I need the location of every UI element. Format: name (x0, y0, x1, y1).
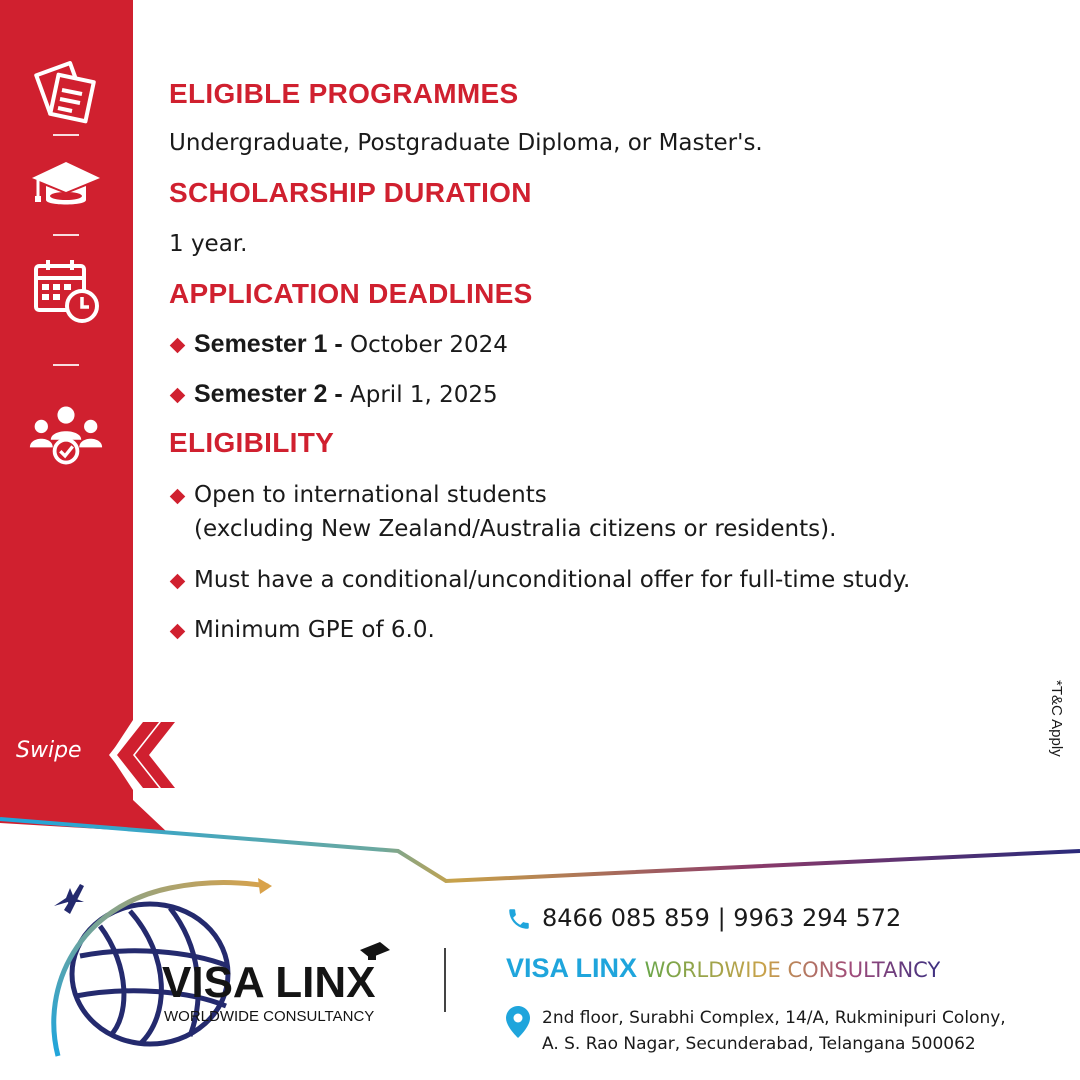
brand-name-secondary: WORLDWIDE CONSULTANCY (644, 958, 941, 982)
bullet-diamond-icon (170, 338, 186, 354)
bullet-diamond-icon (170, 489, 186, 505)
bullet-diamond-icon (170, 624, 186, 640)
eligibility-line: Must have a conditional/unconditional offer for full-time study. (194, 567, 911, 593)
address-line: A. S. Rao Nagar, Secunderabad, Telangana 500062 (542, 1034, 976, 1054)
deadline-label: Semester 2 - (194, 380, 343, 408)
address-line: 2nd floor, Surabhi Complex, 14/A, Rukminipuri Colony, (542, 1008, 1006, 1028)
duration-text: 1 year. (169, 231, 248, 257)
heading-eligibility: ELIGIBILITY (169, 427, 335, 458)
brand-name (506, 953, 940, 984)
programmes-text: Undergraduate, Postgraduate Diploma, or Master's. (169, 130, 763, 156)
graduation-cap-icon (28, 150, 104, 220)
heading-scholarship-duration: SCHOLARSHIP DURATION (169, 177, 532, 208)
address (542, 1005, 1006, 1057)
notes-icon (28, 58, 104, 128)
list-item (169, 478, 836, 546)
list-item (169, 377, 498, 412)
eligibility-line: (excluding New Zealand/Australia citizens or residents). (194, 516, 837, 542)
calendar-clock-icon (28, 256, 104, 326)
footer-vertical-divider (444, 948, 446, 1012)
heading-application-deadlines: APPLICATION DEADLINES (169, 278, 533, 309)
eligibility-line: Open to international students (194, 482, 547, 508)
location-pin-icon (506, 1006, 530, 1038)
list-item (169, 327, 508, 362)
brand-name-primary: VISA LINX (506, 953, 638, 983)
list-item (169, 613, 435, 647)
sidebar-divider (53, 364, 79, 366)
deadline-value: April 1, 2025 (342, 382, 498, 408)
tc-note: *T&C Apply (1048, 680, 1065, 757)
swipe-arrows-icon[interactable] (105, 722, 177, 788)
bullet-diamond-icon (170, 574, 186, 590)
logo-subtitle: WORLDWIDE CONSULTANCY (164, 1008, 375, 1025)
phone-icon (506, 906, 532, 932)
team-check-icon (28, 400, 104, 470)
contact-phone[interactable]: 8466 085 859 | 9963 294 572 (542, 904, 902, 932)
swipe-label: Swipe (16, 738, 82, 763)
deadline-label: Semester 1 - (194, 330, 343, 358)
bullet-diamond-icon (170, 388, 186, 404)
heading-eligible-programmes: ELIGIBLE PROGRAMMES (169, 78, 519, 109)
logo-title: VISA LINX (162, 958, 376, 1007)
eligibility-line: Minimum GPE of 6.0. (194, 617, 435, 643)
sidebar-divider (53, 134, 79, 136)
list-item (169, 563, 910, 597)
deadline-value: October 2024 (342, 332, 508, 358)
sidebar-divider (53, 234, 79, 236)
